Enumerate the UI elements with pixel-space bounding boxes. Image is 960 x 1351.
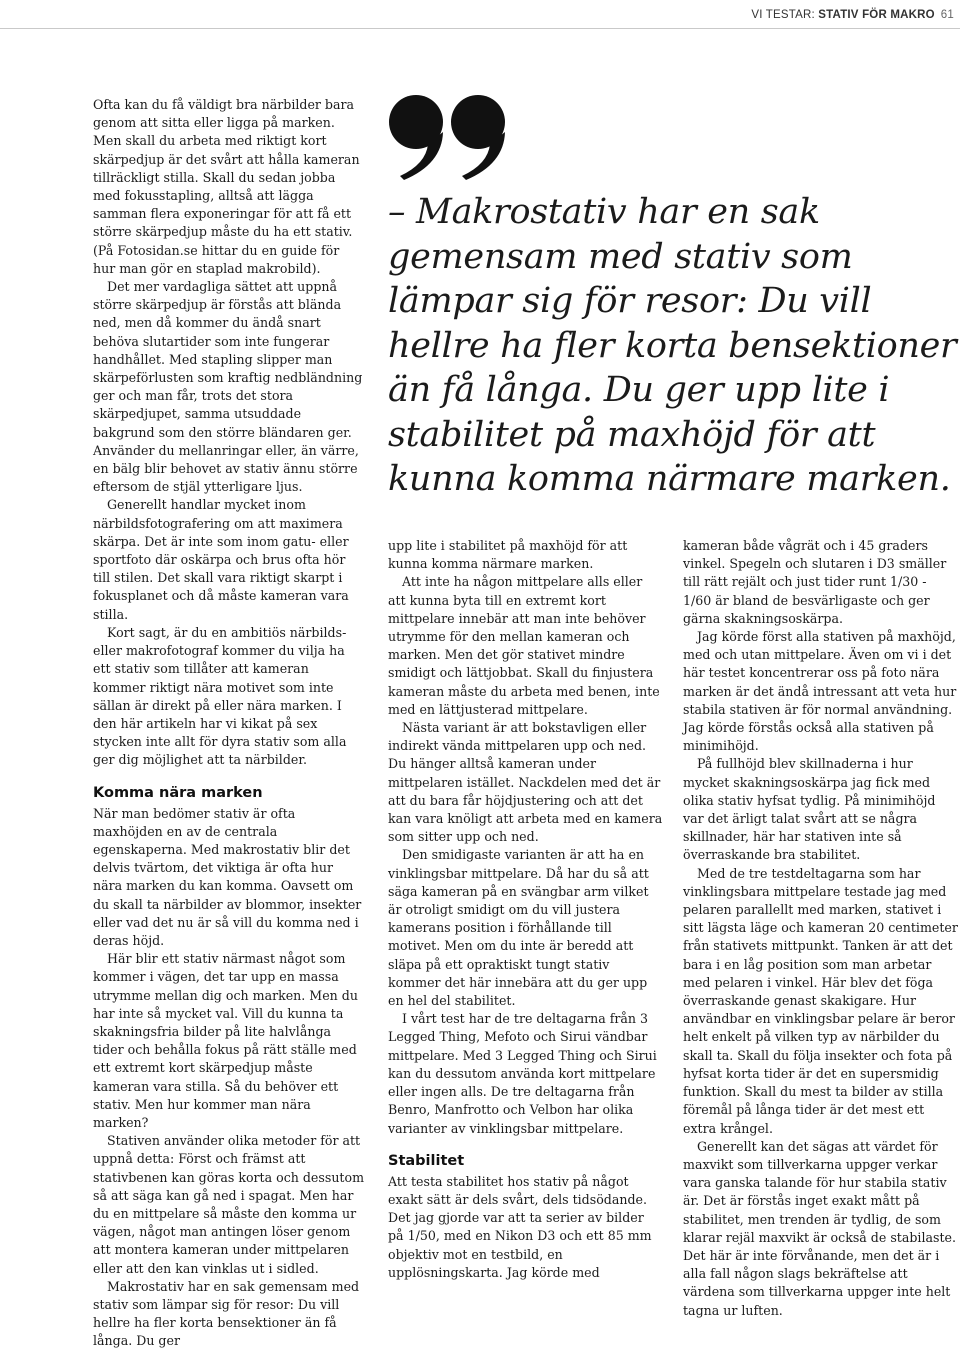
body-paragraph: Jag körde först alla stativen på maxhöjd, med och utan mittpelare. Även om vi i det här testet koncentrerar oss på foto nära marken är det ändå intressant att veta hur stabila stativen är för normal användning. Jag körde förstås också alla stativen på minimihöjd. (683, 629, 957, 754)
body-paragraph: Generellt kan det sägas att värdet för maxvikt som tillverkarna uppger verkar vara ganska talande för hur stabila stativ är. Det är förstås inget exakt mått på stabilitet, men trenden är tydlig, de som klarar rejäl maxvikt är också de stabilaste. Det här är inte förvånande, men det är i alla fall någon slags bekräftelse att värdena som tillverkarna uppger inte helt tagna ur luften. (683, 1138, 956, 1318)
body-paragraph: Makrostativ har en sak gemensam med stativ som lämpar sig för resor: Du vill hellre ha fler korta bensektioner än få långa. Du ger (93, 1278, 360, 1349)
header-label (751, 9, 954, 21)
header-topic: STATIV FÖR MAKRO (818, 9, 935, 21)
body-paragraph: Det mer vardagliga sättet att uppnå större skärpedjup är förstås att blända ned, men då kommer du ändå snart behöva slutartider som inte fungerar handhållet. Med stapling slipper man skärpeförlusten som kraftig nedbländning ger och man får, trots det stora skärpedjupet, samma utsuddade bakgrund som den större bländaren ger. Använder du mellanringar eller, än värre, en bälg blir behovet av stativ ännu större eftersom de stjäl ytterligare ljus. (93, 279, 363, 495)
body-paragraph: Ofta kan du få väldigt bra närbilder bara genom att sitta eller ligga på marken. Men skall du arbeta med riktigt kort skärpedjup är det svårt att hålla kameran tillräckligt stilla. Skall du sedan jobba med fokusstapling, alltså att lägga samman flera exponeringar för att få ett större skärpedjup måste du ha ett stativ. (På Fotosidan.se hittar du en guide för hur man gör en staplad makrobild). (93, 97, 360, 276)
header-section-prefix: VI TESTAR: (751, 9, 819, 21)
body-paragraph: När man bedömer stativ är ofta maxhöjden en av de centrala egenskaperna. Med makrostativ blir det delvis tvärtom, det viktiga är ofta hur nära marken du kan komma. Oavsett om du skall ta närbilder av blommor, insekter eller vad det nu är så vill du komma ned i deras höjd. (93, 805, 362, 948)
page-number: 61 (940, 9, 954, 21)
body-paragraph: Nästa variant är att bokstavligen eller indirekt vända mittpelaren upp och ned. Du hänger alltså kameran under mittpelaren istället. Nackdelen med det är att du bara får höjdjustering och att det kan vara knöligt att arbeta med en kamera som sitter upp och ned. (388, 720, 663, 845)
body-paragraph: Med de tre testdeltagarna som har vinklingsbara mittpelare testade jag med pelaren parallellt med marken, stativet i sitt lägsta läge och kameran 20 centimeter från stativets mittpunkt. Tanken är att det bara i en låg position som man arbetar med pelaren i vinkel. Här blev det föga överraskande genast skakigare. Hur användbar en vinklingsbar pelare är beror helt enkelt på vilken typ av närbilder du skall ta. Skall du följa insekter och fota på hyfsat korta tider är det en supersmidig funktion. Skall du mest ta bilder av stilla föremål på långa tider är det mest ett extra krångel. (683, 865, 958, 1136)
section-heading: Komma nära marken (93, 784, 263, 801)
left-column (93, 96, 365, 1351)
body-paragraph: Att testa stabilitet hos stativ på något exakt sätt är dels svårt, dels tidsödande. Det jag gjorde var att ta serier av bilder på 1/50, med en Nikon D3 och ett 85 mm objektiv mot en testbild, en upplösningskarta. Jag körde med (388, 1173, 652, 1280)
body-paragraph: Generellt handlar mycket inom närbildsfotografering om att maximera skärpa. Det är inte som inom gatu- eller sportfoto där oskärpa och brus ofta hör till stilen. Det skall vara riktigt skarpt i fokusplanet och då måste kameran vara stilla. (93, 497, 349, 622)
body-paragraph: upp lite i stabilitet på maxhöjd för att kunna komma närmare marken. (388, 538, 628, 572)
body-paragraph: Den smidigaste varianten är att ha en vinklingsbar mittpelare. Då har du så att säga kameran på en svängbar arm vilket är otroligt smidigt om du vill justera kamerans position i förhållande till motivet. Men om du inte är beredd att släpa på ett opraktiskt tungt stativ kommer det här innebära att du ger upp en hel del stabilitet. (388, 847, 649, 1009)
body-paragraph: I vårt test har de tre deltagarna från 3 Legged Thing, Mefoto och Sirui vändbar mittpelare. Med 3 Legged Thing och Sirui kan du dessutom använda kort mittpelare eller ingen alls. De tre deltagarna från Benro, Manfrotto och Velbon har olika varianter av vinklingsbar mittpelare. (388, 1011, 657, 1136)
quote-mark-icon (386, 92, 516, 182)
body-paragraph: kameran både vågrät och i 45 graders vinkel. Spegeln och slutaren i D3 smäller till rätt rejält och just tider runt 1/30 - 1/60 är bland de besvärligaste och ger gärna skakningsoskärpa. (683, 538, 947, 626)
right-column (683, 537, 958, 1320)
body-paragraph: På fullhöjd blev skillnaderna i hur mycket skakningsoskärpa jag fick med olika stativ hyfsat tydlig. På minimihöjd var det ärligt talat svårt att se några skillnader, här har stativen inte så överraskande bra stabilitet. (683, 756, 936, 863)
body-paragraph: Kort sagt, är du en ambitiös närbilds- eller makrofotograf kommer du vilja ha ett stativ som tillåter att kameran kommer riktigt nära motivet som inte sällan är direkt på eller nära marken. I den här artikeln har vi kikat på sex stycken inte allt för dyra stativ som alla ger dig möjlighet att ta närbilder. (93, 624, 347, 768)
pull-quote: – Makrostativ har en sak gemensam med stativ som lämpar sig för resor: Du vill hellre ha fler korta bensektioner än få långa. Du ger upp lite i stabilitet på maxhöjd för att kunna komma närmare marken. (388, 192, 957, 499)
body-paragraph: Stativen använder olika metoder för att uppnå detta: Först och främst att stativbenen kan göras korta och dessutom så att säga kan gå ned i spagat. Men har du en mittpelare så måste den komma ur vägen, något man antingen löser genom att montera kameran under mittpelaren eller att den kan vinklas ut i sidled. (93, 1133, 365, 1276)
running-header (0, 6, 960, 29)
body-paragraph: Att inte ha någon mittpelare alls eller att kunna byta till en extremt kort mittpelare innebär att man inte behöver utrymme för den mellan kameran och marken. Men det gör stativet mindre smidigt och lättjobbat. Skall du finjustera kameran måste du arbeta med benen, inte med en lättjusterad mittpelare. (388, 574, 660, 717)
section-heading: Stabilitet (388, 1152, 465, 1169)
body-paragraph: Här blir ett stativ närmast något som kommer i vägen, det tar upp en massa utrymme mellan dig och marken. Men du har inte så mycket val. Vill du kunna ta skakningsfria bilder på lite halvlånga tider och behålla fokus på rätt ställe med ett extremt kort skärpedjup måste kameran vara stilla. Så du behöver ett stativ. Men hur kommer man nära marken? (93, 951, 358, 1130)
middle-column (388, 537, 663, 1282)
